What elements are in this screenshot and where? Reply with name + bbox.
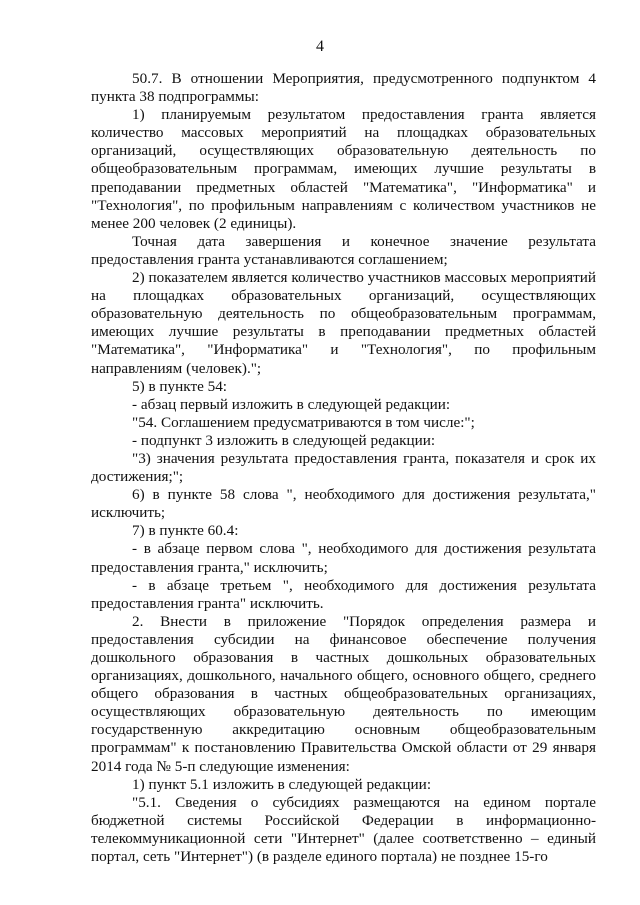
paragraph-abzac-3: - в абзаце третьем ", необходимого для достижения результата предоставления гранта" исключить. [91,576,596,612]
paragraph-result: 1) планируемым результатом предоставления гранта является количество массовых мероприятий на площадках образовательных организаций, осуществляющих образовательную деятельность по общеобразовательным программам, имеющих лучшие результаты в преподавании предметных областей "Математика", "Информатика" и "Технология", по профильным направлениям с количеством участников не менее 200 человек (2 единицы). [91,106,596,232]
paragraph-5-1: "5.1. Сведения о субсидиях размещаются на едином портале бюджетной системы Российской Федерации в информационно-телекоммуникационной сети "Интернет" (далее соответственно – единый портал, сеть "Интернет") (в разделе единого портала) не позднее 15-го [91,793,596,866]
document-body [91,70,596,866]
paragraph-50-7: 50.7. В отношении Мероприятия, предусмотренного подпунктом 4 пункта 38 подпрограммы: [91,70,596,106]
paragraph-item-5-1-edit: 1) пункт 5.1 изложить в следующей редакции: [132,775,432,793]
paragraph-subitem-3: - подпункт 3 изложить в следующей редакции: [132,431,436,449]
paragraph-values: "3) значения результата предоставления гранта, показателя и срок их достижения;"; [91,449,596,486]
paragraph-item-6: 6) в пункте 58 слова ", необходимого для достижения результата," исключить; [91,486,596,522]
paragraph-indicator: 2) показателем является количество участников массовых мероприятий на площадках образовательных организаций, осуществляющих образовательную деятельность по общеобразовательным программам, имеющих лучшие результаты в преподавании предметных областей "Математика", "Информатика" и "Технология", по профильным направлениям (человек)."; [91,269,596,377]
page-number: 4 [316,38,324,55]
paragraph-item-5: 5) в пункте 54: [132,377,228,395]
paragraph-abzac-first: - абзац первый изложить в следующей редакции: [132,395,451,413]
paragraph-item-7: 7) в пункте 60.4: [132,522,239,540]
paragraph-date: Точная дата завершения и конечное значение результата предоставления гранта устанавливаются соглашением; [91,232,596,268]
paragraph-54: "54. Соглашением предусматриваются в том числе:"; [132,413,475,431]
paragraph-section-2: 2. Внести в приложение "Порядок определения размера и предоставления субсидии на финансовое обеспечение получения дошкольного образования в частных дошкольных образовательных организациях, дошкольного, начального общего, основного общего, среднего общего образования в частных общеобразовательных организациях, осуществляющих образовательную деятельность по имеющим государственную аккредитацию основным общеобразовательным программам" к постановлению Правительства Омской области от 29 января 2014 года № 5-п следующие изменения: [91,612,596,775]
paragraph-abzac-1: - в абзаце первом слова ", необходимого для достижения результата предоставления гранта," исключить; [91,540,596,576]
